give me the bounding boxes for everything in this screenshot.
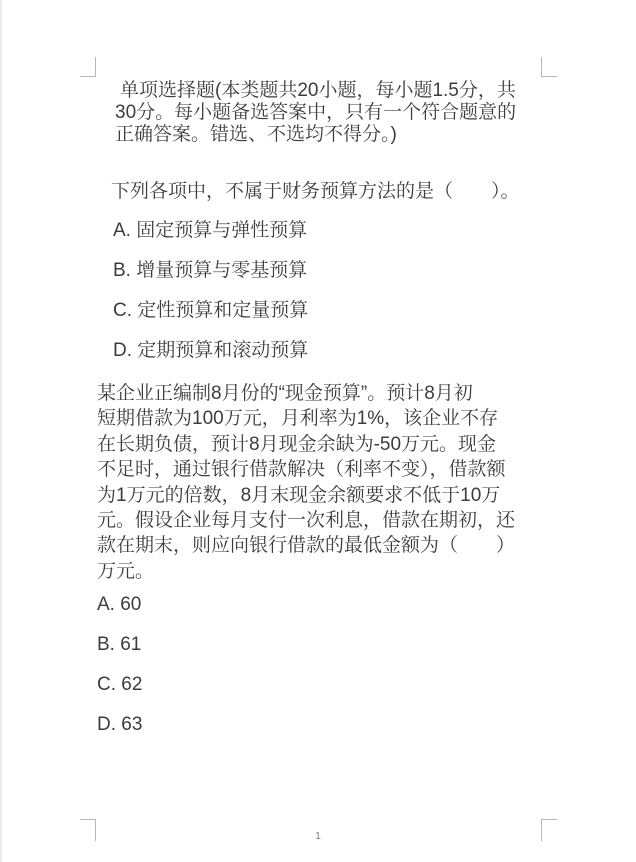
question-2-line: 款在期末，则应向银行借款的最低金额为（ ） [97, 535, 516, 557]
question-2-option-b: B. 61 [97, 634, 142, 655]
exam-instructions [115, 80, 516, 146]
window-left-edge [0, 0, 2, 862]
question-2-option-c: C. 62 [97, 674, 143, 695]
instructions-line: 30分。每小题备选答案中，只有一个符合题意的 [115, 102, 517, 123]
question-1-text [111, 181, 520, 203]
question-1-options [113, 220, 308, 380]
question-2-options [97, 594, 142, 754]
question-2-line: 为1万元的倍数，8月末现金余额要求不低于10万 [97, 484, 501, 506]
instructions-line: 正确答案。错选、不选均不得分。) [115, 124, 397, 145]
page-number: 1 [315, 831, 321, 842]
text-boundary-mark-top-right [541, 57, 557, 77]
question-1-option-d: D. 定期预算和滚动预算 [113, 340, 309, 361]
question-1-option-b: B. 增量预算与零基预算 [113, 260, 308, 281]
text-boundary-mark-top-left [80, 57, 96, 77]
instructions-line: 单项选择题(本类题共20小题，每小题1.5分，共 [120, 80, 516, 101]
question-2-line: 元。假设企业每月支付一次利息，借款在期初，还 [97, 510, 516, 532]
question-1-option-c: C. 定性预算和定量预算 [113, 300, 309, 321]
question-1-line: 下列各项中，不属于财务预算方法的是（ ）。 [111, 181, 520, 202]
question-2-line: 万元。 [97, 560, 155, 582]
question-2-option-d: D. 63 [97, 714, 143, 735]
question-2-line: 在长期负债，预计8月现金余缺为-50万元。现金 [97, 433, 497, 455]
question-2-line: 不足时，通过银行借款解决（利率不变），借款额 [97, 459, 506, 481]
question-1-option-a: A. 固定预算与弹性预算 [113, 220, 308, 241]
question-2-text [97, 381, 515, 584]
question-2-line: 某企业正编制8月份的“现金预算”。预计8月初 [97, 383, 473, 404]
question-2-line: 短期借款为100万元，月利率为1%，该企业不存 [97, 408, 499, 430]
question-2-option-a: A. 60 [97, 594, 142, 615]
